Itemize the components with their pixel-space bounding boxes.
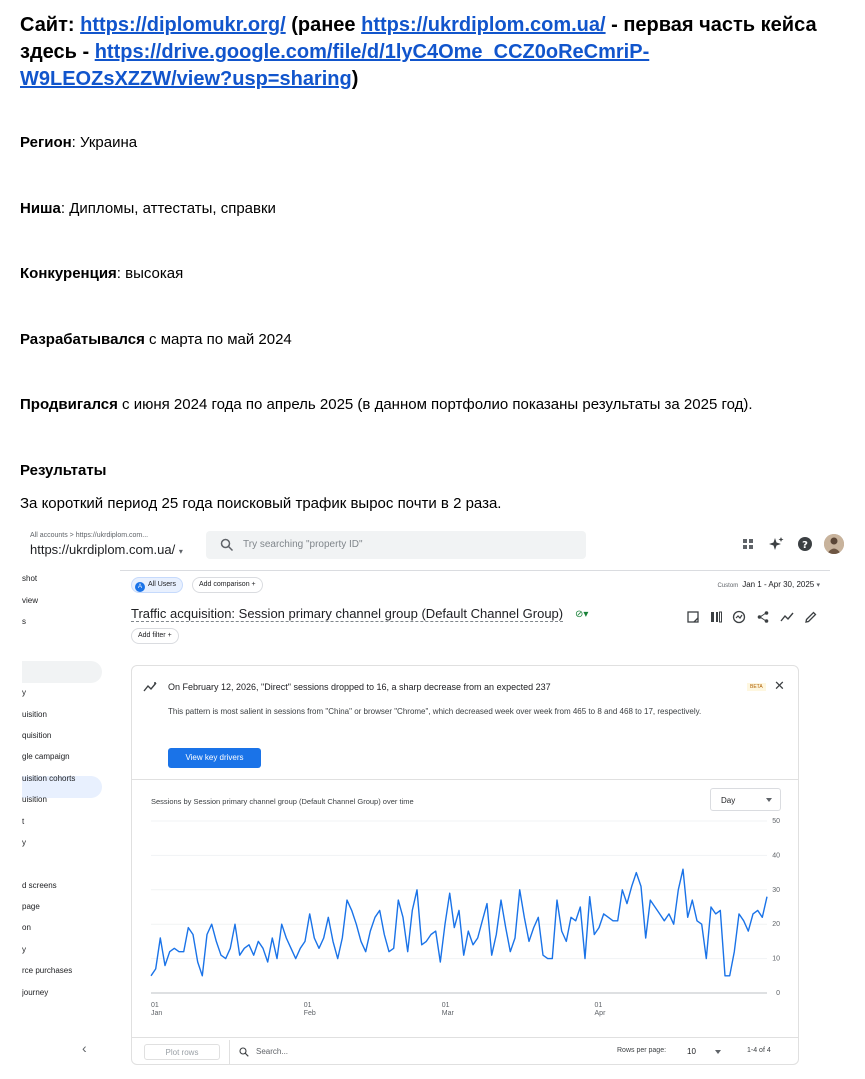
report-title[interactable]: Traffic acquisition: Session primary channel group (Default Channel Group) — [131, 606, 564, 621]
close-icon[interactable]: ✕ — [774, 678, 785, 693]
developed-line — [20, 331, 292, 349]
rows-caret-icon — [715, 1050, 721, 1054]
results-heading — [20, 462, 106, 480]
developed-label: Разрабатывался — [20, 331, 145, 348]
sessions-line-chart — [132, 811, 798, 1041]
property-name: https://ukrdiplom.com.ua/ — [30, 542, 176, 557]
beta-badge: BETA — [747, 683, 766, 691]
x-tick-label: 01 — [441, 1002, 450, 1009]
top-bar — [22, 520, 850, 570]
x-tick-label: Mar — [441, 1010, 454, 1017]
x-tick-label: Feb — [303, 1010, 316, 1017]
segment-label: All Users — [148, 581, 177, 588]
user-avatar[interactable] — [824, 534, 844, 554]
sidebar-item[interactable]: s — [22, 617, 26, 626]
sidebar-item[interactable]: page — [22, 902, 40, 911]
sidebar-item[interactable]: uisition — [22, 710, 47, 719]
sidebar-section-header[interactable] — [22, 661, 102, 683]
case-label: - первая часть кейса здесь - — [20, 14, 817, 63]
collapse-chevron-icon[interactable]: ‹ — [82, 1040, 87, 1056]
region-value: : Украина — [71, 134, 138, 151]
prev-label: (ранее — [285, 14, 362, 36]
breadcrumb[interactable]: All accounts > https://ukrdiplom.com... — [30, 532, 149, 539]
toolbar-divider — [229, 1040, 230, 1064]
analytics-screenshot — [22, 520, 850, 1065]
insight-body: This pattern is most salient in sessions from "China" or browser "Chrome", which decreased week over week from 465 to 8 and 468 to 17, respectively. — [168, 707, 702, 716]
sidebar-item[interactable]: y — [22, 945, 26, 954]
competition-label: Конкуренция — [20, 265, 117, 282]
site-label: Сайт: — [20, 14, 81, 36]
date-caret-icon: ▾ — [816, 582, 820, 589]
close-paren: ) — [351, 68, 359, 90]
pagination-count: 1-4 of 4 — [747, 1047, 771, 1054]
report-main — [120, 570, 830, 1065]
table-search-icon — [239, 1047, 249, 1057]
edit-icon[interactable] — [804, 610, 818, 624]
caret-down-icon: ▾ — [178, 547, 183, 556]
granularity-select[interactable] — [710, 788, 781, 811]
x-tick-label: 01 — [303, 1002, 312, 1009]
prev-site-link[interactable]: https://ukrdiplom.com.ua/ — [361, 14, 606, 36]
verified-check-icon: ⊘▾ — [575, 609, 589, 620]
segment-chip-all-users[interactable] — [131, 577, 183, 593]
report-card — [131, 665, 799, 1065]
x-tick-label: Apr — [594, 1010, 606, 1017]
compare-columns-icon[interactable] — [709, 610, 723, 624]
region-line — [20, 134, 137, 152]
table-toolbar — [131, 1037, 799, 1065]
sidebar-item[interactable]: uisition cohorts — [22, 774, 76, 783]
promoted-line — [20, 396, 753, 414]
results-label: Результаты — [20, 462, 107, 479]
sidebar-item[interactable]: journey — [22, 988, 49, 997]
date-range-label: Custom — [717, 583, 739, 589]
sidebar-item[interactable]: on — [22, 923, 31, 932]
promoted-value: с июня 2024 года по апрель 2025 (в данном портфолио показаны результаты за 2025 год). — [117, 396, 753, 413]
apps-grid-icon[interactable] — [740, 536, 756, 552]
sparkle-icon[interactable] — [768, 536, 784, 552]
region-label: Регион — [20, 134, 72, 151]
sidebar-item[interactable]: uisition — [22, 795, 47, 804]
site-heading — [20, 12, 850, 93]
sidebar-item[interactable]: gle campaign — [22, 752, 70, 761]
y-tick-label: 0 — [776, 990, 780, 997]
search-icon — [220, 538, 234, 552]
niche-label: Ниша — [20, 200, 61, 217]
sidebar-item[interactable]: d screens — [22, 881, 57, 890]
promoted-label: Продвигался — [20, 396, 118, 413]
y-tick-label: 30 — [772, 886, 780, 894]
developed-value: с марта по май 2024 — [144, 331, 292, 348]
site-link[interactable]: https://diplomukr.org/ — [80, 14, 286, 36]
property-selector[interactable] — [30, 542, 183, 557]
add-comparison-button[interactable]: Add comparison + — [192, 577, 263, 593]
card-separator — [132, 779, 798, 780]
x-tick-label: 01 — [151, 1002, 159, 1009]
niche-line — [20, 200, 276, 218]
date-range-picker[interactable] — [718, 580, 820, 589]
sidebar-item[interactable]: t — [22, 817, 25, 826]
search-input[interactable] — [206, 531, 586, 559]
insights-icon[interactable] — [732, 610, 746, 624]
help-icon[interactable] — [797, 536, 813, 552]
results-text: За короткий период 25 года поисковый трафик вырос почти в 2 раза. — [20, 495, 502, 512]
svg-text:?: ? — [802, 540, 808, 551]
granularity-value: Day — [721, 796, 736, 805]
avatar-person-icon — [824, 534, 844, 554]
competition-value: : высокая — [116, 265, 184, 282]
y-tick-label: 10 — [772, 955, 780, 963]
sidebar-item[interactable]: y — [22, 688, 26, 697]
sidebar-item[interactable]: y — [22, 838, 26, 847]
sidebar-item[interactable]: view — [22, 596, 39, 605]
sessions-series-line — [151, 869, 767, 976]
rows-per-page-select[interactable]: 10 — [687, 1047, 696, 1056]
sidebar-item[interactable]: rce purchases — [22, 966, 73, 975]
add-filter-button[interactable]: Add filter + — [131, 628, 179, 644]
x-tick-label: Jan — [151, 1010, 163, 1017]
y-tick-label: 50 — [772, 818, 780, 825]
share-icon[interactable] — [756, 610, 770, 624]
chart-title: Sessions by Session primary channel group (Default Channel Group) over time — [151, 797, 414, 806]
case-link[interactable]: https://drive.google.com/file/d/1lyC4Ome_CCZ0oReCmriP-W9LEOZsXZZW/view?usp=sharing — [20, 41, 650, 90]
y-tick-label: 20 — [772, 921, 780, 929]
customize-report-icon[interactable] — [686, 610, 700, 624]
trend-icon[interactable] — [780, 610, 794, 624]
rows-per-page-label: Rows per page: — [617, 1047, 667, 1054]
dropdown-caret-icon — [766, 798, 772, 802]
sidebar-item[interactable]: shot — [22, 574, 38, 583]
insight-title: On February 12, 2026, "Direct" sessions dropped to 16, a sharp decrease from an expected 237 — [168, 682, 551, 692]
x-tick-label: 01 — [594, 1002, 603, 1009]
top-divider — [120, 570, 830, 571]
search-placeholder: Try searching "property ID" — [243, 539, 363, 550]
competition-line — [20, 265, 183, 283]
anomaly-trend-icon — [143, 681, 157, 693]
y-tick-label: 40 — [772, 852, 780, 860]
table-search-input[interactable]: Search... — [256, 1047, 289, 1056]
date-range-value: Jan 1 - Apr 30, 2025 — [742, 580, 815, 589]
sidebar-item[interactable]: quisition — [22, 731, 52, 740]
sidebar — [22, 570, 104, 1065]
view-key-drivers-button[interactable]: View key drivers — [168, 748, 261, 768]
plot-rows-button[interactable]: Plot rows — [144, 1044, 220, 1060]
niche-value: : Дипломы, аттестаты, справки — [60, 200, 276, 217]
segment-letter-badge: A — [135, 582, 145, 592]
